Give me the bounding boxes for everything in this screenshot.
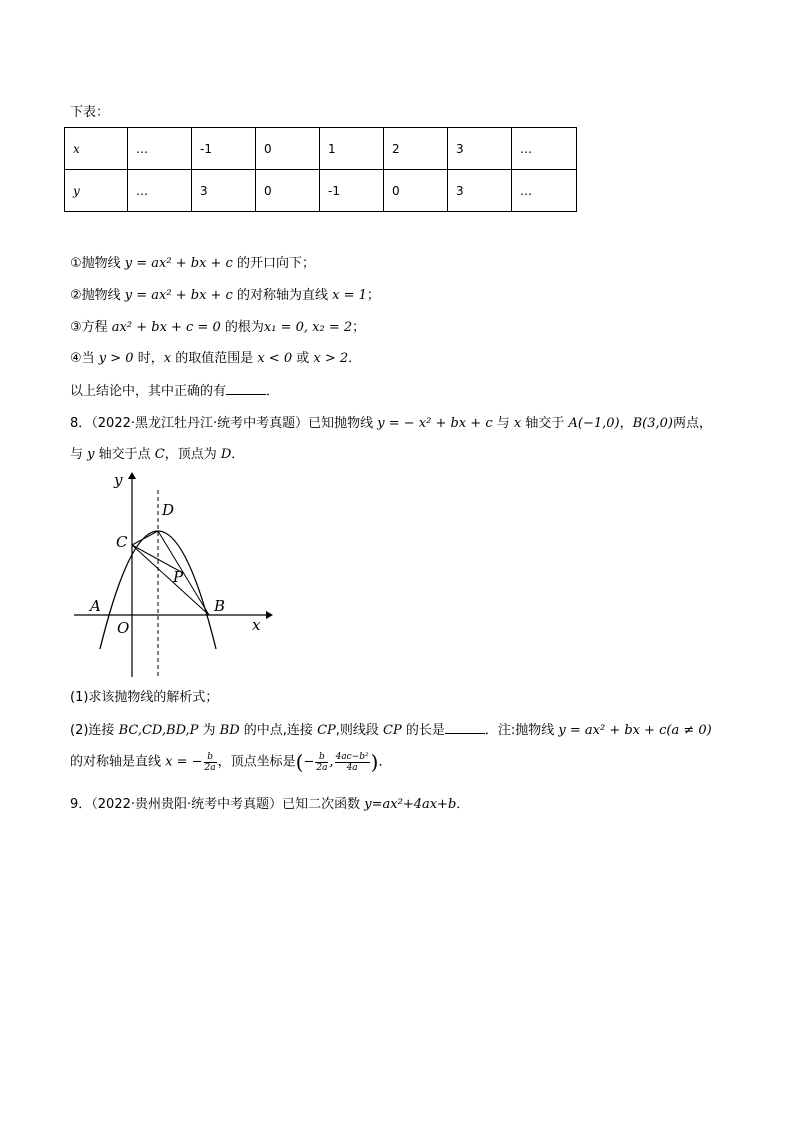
y-axis-arrow: [128, 472, 136, 479]
q8-part1: (1)求该抛物线的解析式；: [70, 690, 219, 705]
conclusion-3: ③方程 ax² + bx + c = 0 的根为x₁ = 0, x₂ = 2；: [70, 320, 366, 335]
table-cell: 2: [384, 128, 448, 170]
answer-blank[interactable]: [226, 382, 266, 395]
q8-line1: 8．（2022·黑龙江牡丹江·统考中考真题）已知抛物线 y = − x² + bx + c 与 x 轴交于 A(−1,0)，B(3,0)两点，: [70, 416, 712, 431]
table-cell: …: [128, 128, 192, 170]
table-cell: 3: [448, 170, 512, 212]
table-cell: 1: [320, 128, 384, 170]
label-p: P: [173, 568, 184, 586]
q8-note-line: 的对称轴是直线 x = − $\frac{b}{2a}$ ，顶点坐标是(− $\frac{b}{2a}$ , $\frac{\text{4ac−b²}}{4a}$ )．: [70, 750, 392, 774]
table-cell: …: [512, 128, 577, 170]
cp-answer-blank[interactable]: [445, 721, 485, 734]
table-row: [65, 170, 577, 212]
table-cell: 0: [256, 128, 320, 170]
fraction-vertex-y: $\frac{\text{4ac−b²}}{4a}$: [335, 751, 369, 773]
table-cell: -1: [320, 170, 384, 212]
table-row: [65, 128, 577, 170]
label-b: B: [214, 597, 226, 615]
intro-text: 下表：: [70, 105, 110, 120]
label-c: C: [116, 533, 128, 551]
label-a: A: [90, 597, 101, 615]
table-cell: …: [128, 170, 192, 212]
segment-bc: [132, 545, 209, 615]
table-cell: 3: [192, 170, 256, 212]
fraction-axis: $\frac{b}{2a}$: [204, 751, 216, 773]
table-cell: 3: [448, 128, 512, 170]
table-cell: 0: [384, 170, 448, 212]
conclusion-1: ①抛物线 y = ax² + bx + c 的开口向下；: [70, 256, 315, 271]
q8-line2: 与 y 轴交于点 C，顶点为 D．: [70, 447, 245, 462]
values-table: [64, 127, 577, 212]
table-row-header: x: [65, 128, 128, 170]
question-prompt: 以上结论中，其中正确的有 ．: [70, 384, 280, 399]
label-o: O: [117, 619, 130, 637]
label-y: y: [114, 471, 123, 489]
table-cell: -1: [192, 128, 256, 170]
conclusion-2: ②抛物线 y = ax² + bx + c 的对称轴为直线 x = 1；: [70, 288, 380, 303]
q9-line: 9．（2022·贵州贵阳·统考中考真题）已知二次函数 y=ax²+4ax+b．: [70, 797, 470, 812]
parabola-figure: [60, 465, 280, 685]
table-cell: …: [512, 170, 577, 212]
table-row-header: y: [65, 170, 128, 212]
conclusion-4: ④当 y > 0 时，x 的取值范围是 x < 0 或 x > 2．: [70, 351, 362, 366]
table-cell: 0: [256, 170, 320, 212]
label-d: D: [162, 501, 175, 519]
q8-part2: (2)连接 BC,CD,BD,P 为 BD 的中点,连接 CP,则线段 CP 的长是 ．注:抛物线 y = ax² + bx + c(a ≠ 0): [70, 723, 712, 738]
label-x: x: [252, 616, 261, 634]
segment-cd: [132, 531, 158, 545]
x-axis-arrow: [266, 611, 273, 619]
fraction-vertex-x: $\frac{b}{2a}$: [316, 751, 328, 773]
segment-bd: [158, 531, 209, 615]
